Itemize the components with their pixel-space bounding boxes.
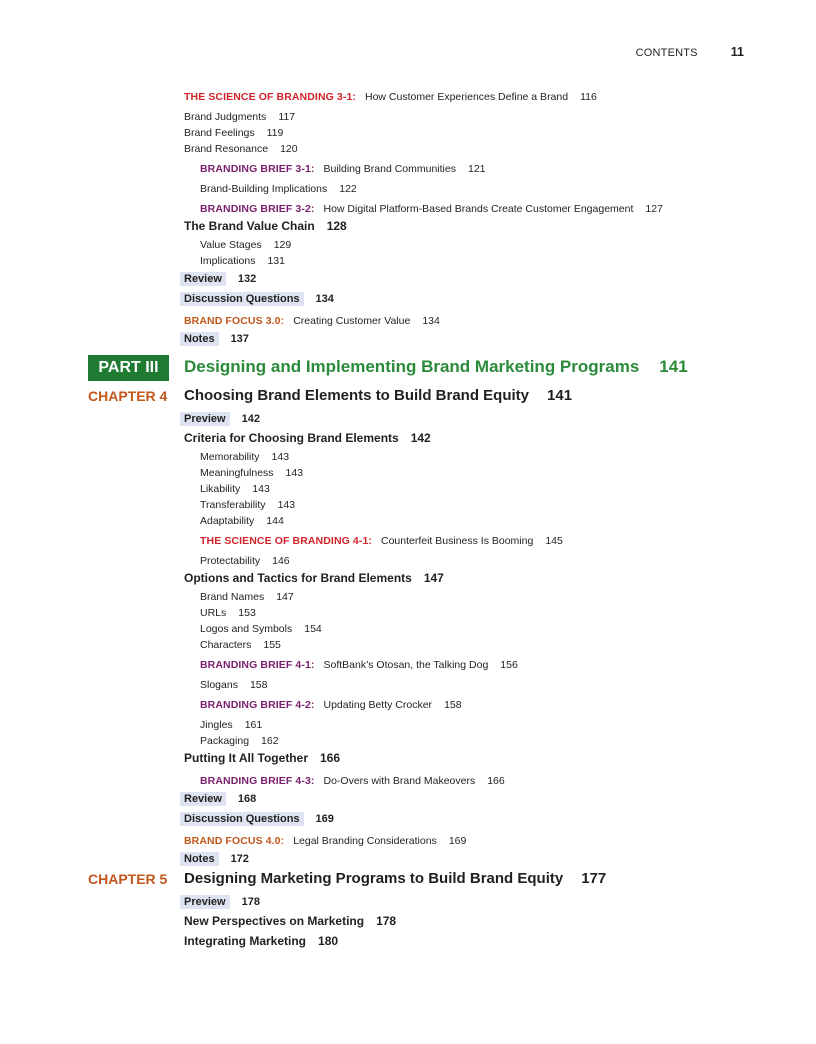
- toc-entry-discussion-ch4: [184, 809, 334, 827]
- section-title: The Brand Value Chain: [184, 219, 315, 233]
- entry-page: 131: [267, 255, 285, 267]
- boxed-label: Preview: [180, 412, 230, 426]
- toc-entry-brief-3-2: [200, 199, 663, 217]
- section-page: 142: [410, 431, 431, 445]
- entry-page: 147: [276, 591, 294, 603]
- toc-entry-discussion-ch3: [184, 289, 334, 307]
- feature-tag: BRAND FOCUS 4.0:: [184, 835, 285, 847]
- entry-page: 161: [244, 719, 263, 731]
- boxed-label: Preview: [180, 895, 230, 909]
- toc-entry-focus-3-0: [184, 311, 440, 329]
- entry-title: Legal Branding Considerations: [293, 835, 437, 847]
- entry-title: How Digital Platform-Based Brands Create Customer Engagement: [323, 203, 634, 215]
- entry-title: Characters: [200, 639, 252, 651]
- boxed-label: Review: [180, 272, 226, 286]
- toc-entry-focus-4-0: [184, 831, 466, 849]
- header-page-number: 11: [730, 45, 744, 59]
- feature-tag: BRANDING BRIEF 3-2:: [200, 203, 315, 215]
- feature-tag: BRANDING BRIEF 4-3:: [200, 775, 315, 787]
- entry-page: 169: [315, 813, 334, 825]
- section-page: 166: [319, 751, 341, 765]
- entry-page: 143: [285, 467, 304, 479]
- entry-page: 162: [261, 735, 279, 747]
- boxed-label: Review: [180, 792, 226, 806]
- entry-page: 132: [237, 273, 257, 285]
- section-title: Putting It All Together: [184, 751, 308, 765]
- header-label: CONTENTS: [635, 47, 698, 59]
- toc-section-options: [184, 569, 444, 587]
- entry-title: Protectability: [200, 555, 261, 567]
- entry-title: Meaningfulness: [200, 467, 274, 479]
- toc-entry-brief-4-3: [200, 771, 505, 789]
- chapter-title-text: Designing Marketing Programs to Build Brand Equity: [184, 870, 564, 887]
- toc-entry-review-ch3: [184, 269, 256, 287]
- entry-page: 127: [645, 203, 663, 215]
- toc-entry-adaptability: [200, 511, 284, 529]
- entry-title: Slogans: [200, 679, 238, 691]
- entry-page: 158: [444, 699, 462, 711]
- toc-entry-brief-4-1: [200, 655, 518, 673]
- boxed-label: Notes: [180, 332, 219, 346]
- toc-entry-review-ch4: [184, 789, 256, 807]
- entry-title: Adaptability: [200, 515, 255, 527]
- entry-title: Brand Judgments: [184, 111, 267, 123]
- toc-entry-notes-ch4: [184, 849, 249, 867]
- toc-entry-protectability: [200, 551, 290, 569]
- boxed-label: Discussion Questions: [180, 292, 304, 306]
- entry-page: 166: [487, 775, 505, 787]
- toc-entry-science-4-1: [200, 531, 563, 549]
- entry-page: 120: [280, 143, 298, 155]
- entry-page: 137: [230, 333, 249, 345]
- entry-title: Memorability: [200, 451, 260, 463]
- section-title: Integrating Marketing: [184, 934, 307, 948]
- section-page: 178: [376, 914, 397, 928]
- entry-title: Implications: [200, 255, 256, 267]
- entry-page: 145: [545, 535, 563, 547]
- entry-page: 134: [422, 315, 440, 327]
- feature-tag: BRANDING BRIEF 4-1:: [200, 659, 315, 671]
- part-title: [184, 357, 688, 377]
- entry-title: SoftBank’s Otosan, the Talking Dog: [323, 659, 489, 671]
- toc-section-brand-value-chain: [184, 217, 347, 235]
- entry-page: 119: [266, 127, 284, 139]
- entry-page: 117: [278, 111, 296, 123]
- entry-title: URLs: [200, 607, 227, 619]
- feature-tag: BRANDING BRIEF 4-2:: [200, 699, 315, 711]
- chapter-title-text: Choosing Brand Elements to Build Brand Equity: [184, 387, 530, 404]
- entry-page: 122: [339, 183, 357, 195]
- chapter-5-title: [184, 870, 606, 887]
- section-page: 147: [423, 571, 444, 585]
- entry-page: 169: [448, 835, 467, 847]
- toc-section-criteria: [184, 429, 431, 447]
- chapter-4-label: CHAPTER 4: [88, 388, 168, 404]
- entry-title: Packaging: [200, 735, 250, 747]
- entry-page: 116: [580, 91, 597, 103]
- entry-page: 144: [266, 515, 284, 527]
- chapter-page: 177: [581, 870, 607, 887]
- part-badge: PART III: [88, 355, 169, 381]
- entry-title: Counterfeit Business Is Booming: [380, 535, 534, 547]
- boxed-label: Notes: [180, 852, 219, 866]
- toc-entry-packaging: [200, 731, 279, 749]
- toc-entry-brief-4-2: [200, 695, 462, 713]
- section-title: New Perspectives on Marketing: [184, 914, 365, 928]
- entry-title: Likability: [200, 483, 241, 495]
- toc-entry-preview-ch4: [184, 409, 260, 427]
- entry-page: 143: [277, 499, 296, 511]
- entry-page: 154: [304, 623, 322, 635]
- toc-entry-notes-ch3: [184, 329, 249, 347]
- entry-title: Brand Names: [200, 591, 265, 603]
- entry-page: 121: [467, 163, 486, 175]
- toc-section-together: [184, 749, 340, 767]
- toc-section-integrating: [184, 932, 338, 950]
- entry-page: 142: [241, 413, 260, 425]
- toc-entry-science-3-1: [184, 87, 597, 105]
- part-title-text: Designing and Implementing Brand Marketing Programs: [184, 357, 640, 376]
- feature-tag: THE SCIENCE OF BRANDING 4-1:: [200, 535, 372, 547]
- toc-entry-brand-resonance: [184, 139, 298, 157]
- entry-title: Brand-Building Implications: [200, 183, 328, 195]
- toc-section-new-perspectives: [184, 912, 396, 930]
- entry-page: 134: [315, 293, 334, 305]
- feature-tag: BRANDING BRIEF 3-1:: [200, 163, 315, 175]
- toc-entry-brand-building-implications: [200, 179, 357, 197]
- entry-page: 153: [238, 607, 256, 619]
- entry-title: Transferability: [200, 499, 266, 511]
- chapter-5-label: CHAPTER 5: [88, 871, 168, 887]
- entry-page: 143: [252, 483, 270, 495]
- section-title: Options and Tactics for Brand Elements: [184, 571, 412, 585]
- part-page: 141: [659, 357, 688, 376]
- section-title: Criteria for Choosing Brand Elements: [184, 431, 399, 445]
- section-page: 128: [326, 219, 347, 233]
- entry-title: Brand Feelings: [184, 127, 255, 139]
- entry-page: 129: [273, 239, 292, 251]
- entry-title: Creating Customer Value: [293, 315, 411, 327]
- entry-page: 143: [271, 451, 290, 463]
- entry-page: 168: [237, 793, 257, 805]
- toc-entry-slogans: [200, 675, 267, 693]
- entry-title: Do-Overs with Brand Makeovers: [323, 775, 476, 787]
- entry-title: Building Brand Communities: [323, 163, 456, 175]
- entry-title: Jingles: [200, 719, 233, 731]
- entry-title: Value Stages: [200, 239, 262, 251]
- toc-entry-preview-ch5: [184, 892, 260, 910]
- entry-page: 158: [249, 679, 268, 691]
- entry-page: 178: [241, 896, 260, 908]
- entry-page: 172: [230, 853, 249, 865]
- chapter-page: 141: [547, 387, 573, 404]
- toc-entry-brief-3-1: [200, 159, 486, 177]
- toc-entry-characters: [200, 635, 281, 653]
- entry-title: Updating Betty Crocker: [323, 699, 433, 711]
- feature-tag: BRAND FOCUS 3.0:: [184, 315, 285, 327]
- entry-title: Brand Resonance: [184, 143, 269, 155]
- entry-page: 156: [500, 659, 518, 671]
- entry-title: How Customer Experiences Define a Brand: [364, 91, 569, 103]
- entry-page: 155: [263, 639, 281, 651]
- boxed-label: Discussion Questions: [180, 812, 304, 826]
- running-header: [0, 45, 744, 59]
- chapter-4-title: [184, 387, 572, 404]
- toc-entry-implications: [200, 251, 285, 269]
- feature-tag: THE SCIENCE OF BRANDING 3-1:: [184, 91, 356, 103]
- section-page: 180: [318, 934, 339, 948]
- entry-title: Logos and Symbols: [200, 623, 293, 635]
- entry-page: 146: [272, 555, 290, 567]
